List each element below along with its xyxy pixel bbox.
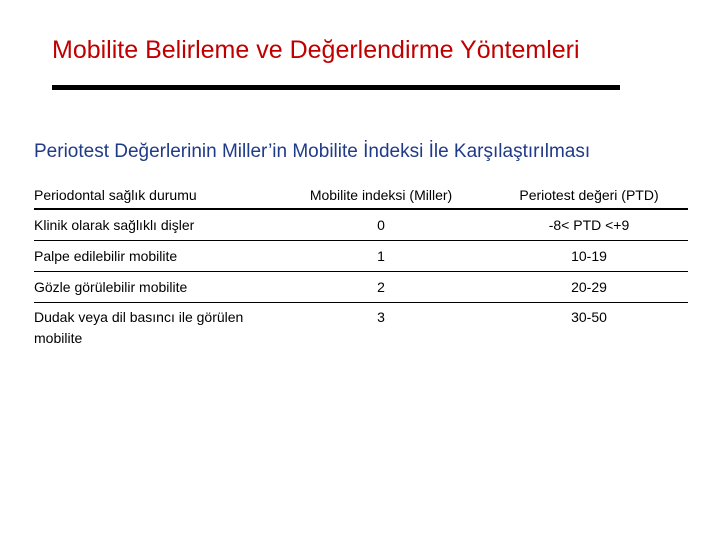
table-row [34, 241, 688, 272]
table-header-row [34, 183, 688, 210]
mobility-index-cell: 0 [377, 216, 385, 233]
header-periodontal-condition: Periodontal sağlık durumu [34, 187, 197, 203]
table-caption: Periotest Değerlerinin Miller’in Mobilite İndeksi İle Karşılaştırılması [34, 141, 591, 162]
slide-title: Mobilite Belirleme ve Değerlendirme Yöntemleri [52, 36, 580, 64]
condition-cell: Klinik olarak sağlıklı dişler [34, 216, 195, 233]
table-row [34, 210, 688, 241]
condition-cell: Gözle görülebilir mobilite [34, 278, 188, 295]
header-periotest-value: Periotest değeri (PTD) [519, 187, 659, 203]
periotest-value-cell: 20-29 [571, 278, 607, 295]
condition-cell: Dudak veya dil basıncı ile görülen mobilite [34, 309, 244, 346]
mobility-index-cell: 3 [377, 309, 385, 325]
mobility-index-cell: 2 [377, 278, 385, 295]
periotest-value-cell: 10-19 [571, 247, 607, 264]
mobility-index-cell: 1 [377, 247, 385, 264]
title-divider [52, 85, 620, 90]
table-row [34, 272, 688, 303]
table-row [34, 303, 688, 359]
header-mobility-index: Mobilite indeksi (Miller) [309, 187, 453, 203]
condition-cell: Palpe edilebilir mobilite [34, 247, 178, 264]
periotest-value-cell: 30-50 [571, 309, 607, 325]
periotest-value-cell: -8< PTD <+9 [548, 216, 630, 233]
mobility-comparison-table [34, 183, 688, 359]
